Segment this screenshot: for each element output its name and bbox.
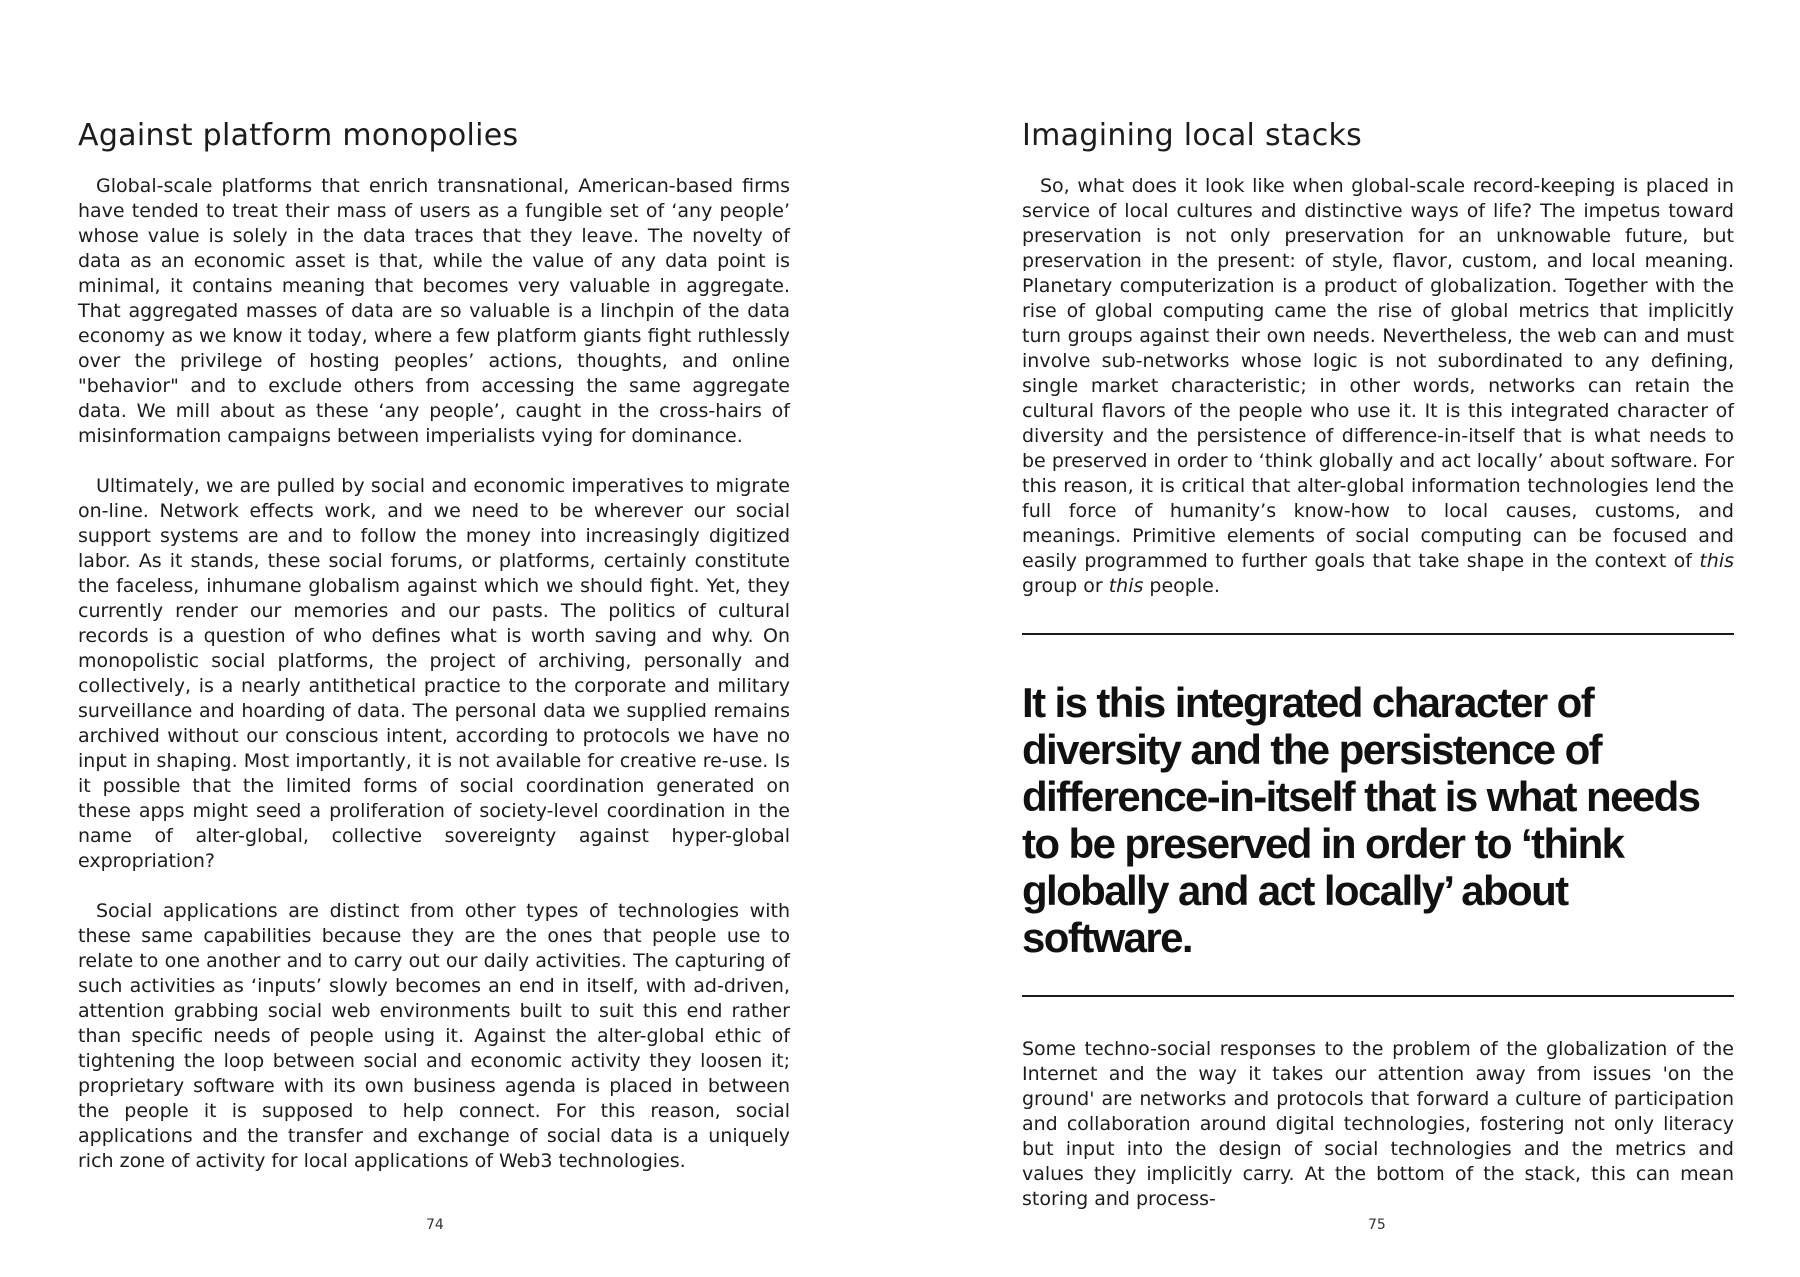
right-paragraph-1-text-3: people.	[1143, 575, 1220, 597]
page-number-right: 75	[1368, 1217, 1386, 1233]
divider-bottom	[1022, 995, 1734, 997]
right-paragraph-1-text: So, what does it look like when global-scale record-keeping is placed in service of local cultures and distinctive ways of life? The impetus toward preservation is not only preservation for an unknowable future, but preservation in the present: of style, flavor, custom, and local meaning. Planetary computerization is a product of globalization. Together with the rise of global computing came the rise of global metrics that implicitly turn groups against their own needs. Nevertheless, the web can and must involve sub-networks whose logic is not subordinated to any defining, single market characteristic; in other words, networks can retain the cultural flavors of the people who use it. It is this integrated character of diversity and the persistence of difference-in-itself that is what needs to be preserved in order to ‘think globally and act locally’ about software. For this reason, it is critical that alter-global information technologies lend the full force of humanity’s know-how to local causes, customs, and meanings. Primitive elements of social computing can be focused and easily programmed to further goals that take shape in the context of	[1022, 175, 1734, 572]
right-paragraph-1	[1022, 174, 1734, 599]
right-paragraph-1-text-2: group or	[1022, 575, 1109, 597]
divider-top	[1022, 633, 1734, 635]
left-paragraph-1: Global-scale platforms that enrich transnational, American-based firms have tended to treat their mass of users as a fungible set of ‘any people’ whose value is solely in the data traces that they leave. The novelty of data as an economic asset is that, while the value of any data point is minimal, it contains meaning that becomes very valuable in aggregate. That aggregated masses of data are so valuable is a linchpin of the data economy as we know it today, where a few platform giants fight ruthlessly over the privilege of hosting peoples’ actions, thoughts, and online "behavior" and to exclude others from accessing the same aggregate data. We mill about as these ‘any people’, caught in the cross-hairs of misinformation campaigns between imperialists vying for dominance.	[78, 175, 790, 447]
left-text-column	[78, 118, 790, 1174]
pull-quote: It is this integrated character of diversity and the persistence of difference-in-itself that is what needs to be preserved in order to ‘think globally and act locally’ about software.	[1022, 679, 1700, 961]
left-heading: Against platform monopolies	[78, 118, 519, 153]
left-paragraph-3: Social applications are distinct from other types of technologies with these same capabilities because they are the ones that people use to relate to one another and to carry out our daily activities. The capturing of such activities as ‘inputs’ slowly becomes an end in itself, with ad-driven, attention grabbing social web environments built to suit this end rather than specific needs of people using it. Against the alter-global ethic of tightening the loop between social and economic activity they loosen it; proprietary software with its own business agenda is placed in between the people it is supposed to help connect. For this reason, social applications and the transfer and exchange of social data is a uniquely rich zone of activity for local applications of Web3 technologies.	[78, 900, 790, 1172]
right-text-column	[1022, 118, 1734, 1212]
right-heading: Imagining local stacks	[1022, 118, 1363, 153]
right-paragraph-1-emphasis-1: this	[1699, 550, 1734, 572]
right-page	[900, 0, 1800, 1277]
right-paragraph-1-emphasis-2: this	[1108, 575, 1144, 597]
right-paragraph-2: Some techno-social responses to the problem of the globalization of the Internet and the way it takes our attention away from issues 'on the ground' are networks and protocols that forward a culture of participation and collaboration around digital technologies, fostering not only literacy but input into the design of social technologies and the metrics and values they implicitly carry. At the bottom of the stack, this can mean storing and process-	[1022, 1038, 1734, 1210]
left-paragraph-2: Ultimately, we are pulled by social and economic imperatives to migrate on-line. Network effects work, and we need to be wherever our social support systems are and to follow the money into increasingly digitized labor. As it stands, these social forums, or platforms, certainly constitute the faceless, inhumane globalism against which we should fight. Yet, they currently render our memories and our pasts. The politics of cultural records is a question of who defines what is worth saving and why. On monopolistic social platforms, the project of archiving, personally and collectively, is a nearly antithetical practice to the corporate and military surveillance and hoarding of data. The personal data we supplied remains archived without our conscious intent, according to protocols we have no input in shaping. Most importantly, it is not available for creative re-use. Is it possible that the limited forms of social coordination generated on these apps might seed a proliferation of society-level coordination in the name of alter-global, collective sovereignty against hyper-global expropriation?	[78, 475, 790, 872]
page-number-left: 74	[426, 1217, 444, 1233]
